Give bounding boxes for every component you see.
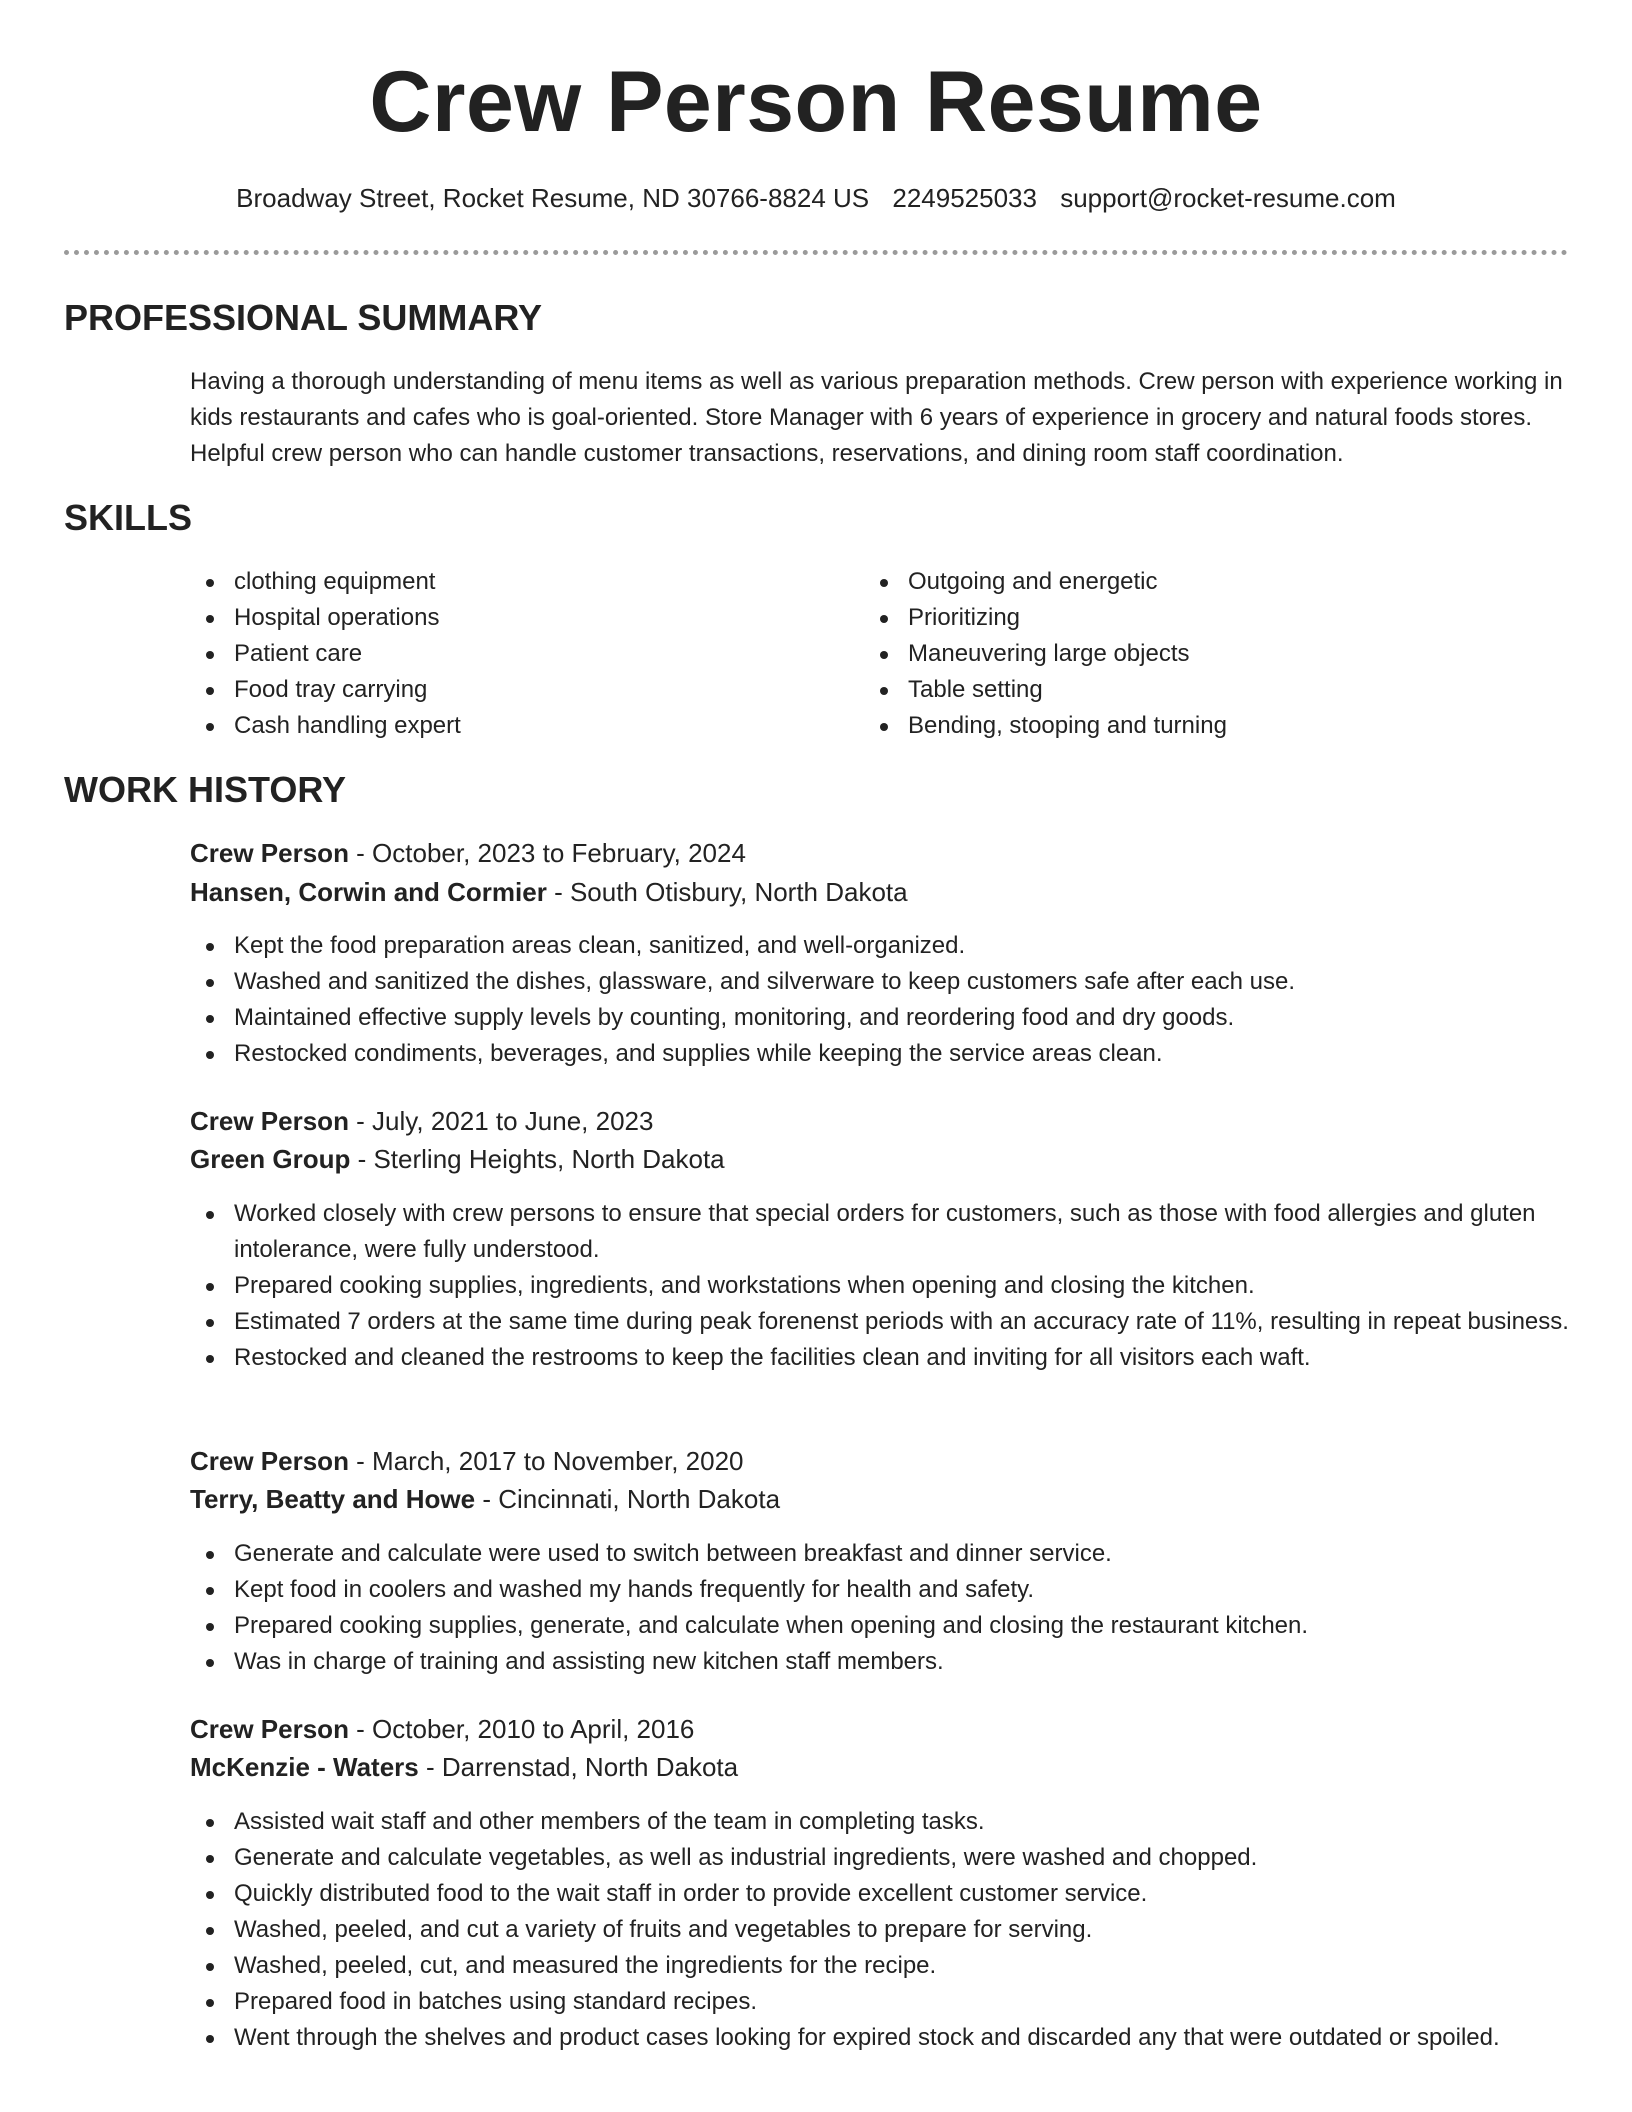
job-duty: Quickly distributed food to the wait staff in order to provide excellent customer service. <box>190 1876 1570 1912</box>
contact-address: Broadway Street, Rocket Resume, ND 30766-8824 US <box>236 183 870 213</box>
job-title: Crew Person <box>190 838 349 868</box>
job-company-line <box>190 1748 738 1786</box>
skill-item: Food tray carrying <box>190 672 830 708</box>
job-duty: Kept food in coolers and washed my hands frequently for health and safety. <box>190 1572 1570 1608</box>
job-dates: - October, 2010 to April, 2016 <box>348 1714 695 1744</box>
skills-list-right <box>864 564 1504 744</box>
job-duty: Restocked and cleaned the restrooms to keep the facilities clean and inviting for all visitors each waft. <box>190 1340 1570 1376</box>
job-company: Green Group <box>190 1144 351 1174</box>
resume-title: Crew Person Resume <box>369 54 1263 150</box>
job-title-line <box>190 1442 744 1480</box>
skills-heading: SKILLS <box>64 497 193 538</box>
job-duty: Washed and sanitized the dishes, glassware, and silverware to keep customers safe after each use. <box>190 964 1570 1000</box>
job-dates: - July, 2021 to June, 2023 <box>348 1106 654 1136</box>
job-duty: Worked closely with crew persons to ensure that special orders for customers, such as those with food allergies and gluten intolerance, were fully understood. <box>190 1196 1570 1268</box>
job-duty: Prepared food in batches using standard recipes. <box>190 1984 1570 2020</box>
skill-item: Bending, stooping and turning <box>864 708 1504 744</box>
contact-email: support@rocket-resume.com <box>1060 183 1396 213</box>
job-title-line <box>190 834 746 872</box>
job-duty: Generate and calculate were used to switch between breakfast and dinner service. <box>190 1536 1570 1572</box>
job-company-line <box>190 1140 725 1178</box>
skill-item: Maneuvering large objects <box>864 636 1504 672</box>
job-title: Crew Person <box>190 1446 349 1476</box>
skill-item: Outgoing and energetic <box>864 564 1504 600</box>
skill-item: Table setting <box>864 672 1504 708</box>
contact-phone: 2249525033 <box>892 183 1037 213</box>
job-title: Crew Person <box>190 1714 349 1744</box>
job-duty: Was in charge of training and assisting new kitchen staff members. <box>190 1644 1570 1680</box>
skill-item: Prioritizing <box>864 600 1504 636</box>
job-duties-list <box>190 1196 1570 1376</box>
job-company-line <box>190 873 908 911</box>
job-duty: Estimated 7 orders at the same time during peak forenenst periods with an accuracy rate of 11%, resulting in repeat business. <box>190 1304 1570 1340</box>
job-company: Hansen, Corwin and Cormier <box>190 877 547 907</box>
job-dates: - March, 2017 to November, 2020 <box>348 1446 744 1476</box>
job-title-line <box>190 1710 694 1748</box>
job-duties-list <box>190 1804 1570 2056</box>
skills-list-left <box>190 564 830 744</box>
job-duty: Washed, peeled, cut, and measured the ingredients for the recipe. <box>190 1948 1570 1984</box>
job-location: - Darrenstad, North Dakota <box>418 1752 739 1782</box>
job-location: - Sterling Heights, North Dakota <box>350 1144 725 1174</box>
contact-line <box>0 180 1632 216</box>
skill-item: Cash handling expert <box>190 708 830 744</box>
skill-item: Patient care <box>190 636 830 672</box>
job-location: - South Otisbury, North Dakota <box>546 877 908 907</box>
job-duty: Maintained effective supply levels by counting, monitoring, and reordering food and dry goods. <box>190 1000 1570 1036</box>
job-duty: Assisted wait staff and other members of the team in completing tasks. <box>190 1804 1570 1840</box>
skill-item: clothing equipment <box>190 564 830 600</box>
job-duty: Generate and calculate vegetables, as well as industrial ingredients, were washed and chopped. <box>190 1840 1570 1876</box>
job-dates: - October, 2023 to February, 2024 <box>348 838 746 868</box>
job-duty: Washed, peeled, and cut a variety of fruits and vegetables to prepare for serving. <box>190 1912 1570 1948</box>
job-location: - Cincinnati, North Dakota <box>475 1484 781 1514</box>
job-duty: Prepared cooking supplies, ingredients, and workstations when opening and closing the kitchen. <box>190 1268 1570 1304</box>
job-title: Crew Person <box>190 1106 349 1136</box>
job-duty: Prepared cooking supplies, generate, and calculate when opening and closing the restaurant kitchen. <box>190 1608 1570 1644</box>
job-company: McKenzie - Waters <box>190 1752 419 1782</box>
header-divider <box>64 250 1568 255</box>
summary-heading: PROFESSIONAL SUMMARY <box>64 297 543 338</box>
job-duties-list <box>190 928 1570 1072</box>
job-duties-list <box>190 1536 1570 1680</box>
job-duty: Restocked condiments, beverages, and supplies while keeping the service areas clean. <box>190 1036 1570 1072</box>
job-company: Terry, Beatty and Howe <box>190 1484 476 1514</box>
work-history-heading: WORK HISTORY <box>64 769 347 810</box>
job-title-line <box>190 1102 653 1140</box>
job-company-line <box>190 1480 780 1518</box>
skill-item: Hospital operations <box>190 600 830 636</box>
summary-text: Having a thorough understanding of menu items as well as various preparation methods. Crew person with experience working in kids restaurants and cafes who is goal-oriented. Store Manager with 6 years of experience in grocery and natural foods stores. Helpful crew person who can handle customer transactions, reservations, and dining room staff coordination. <box>190 368 1563 467</box>
job-duty: Went through the shelves and product cases looking for expired stock and discarded any that were outdated or spoiled. <box>190 2020 1570 2056</box>
job-duty: Kept the food preparation areas clean, sanitized, and well-organized. <box>190 928 1570 964</box>
